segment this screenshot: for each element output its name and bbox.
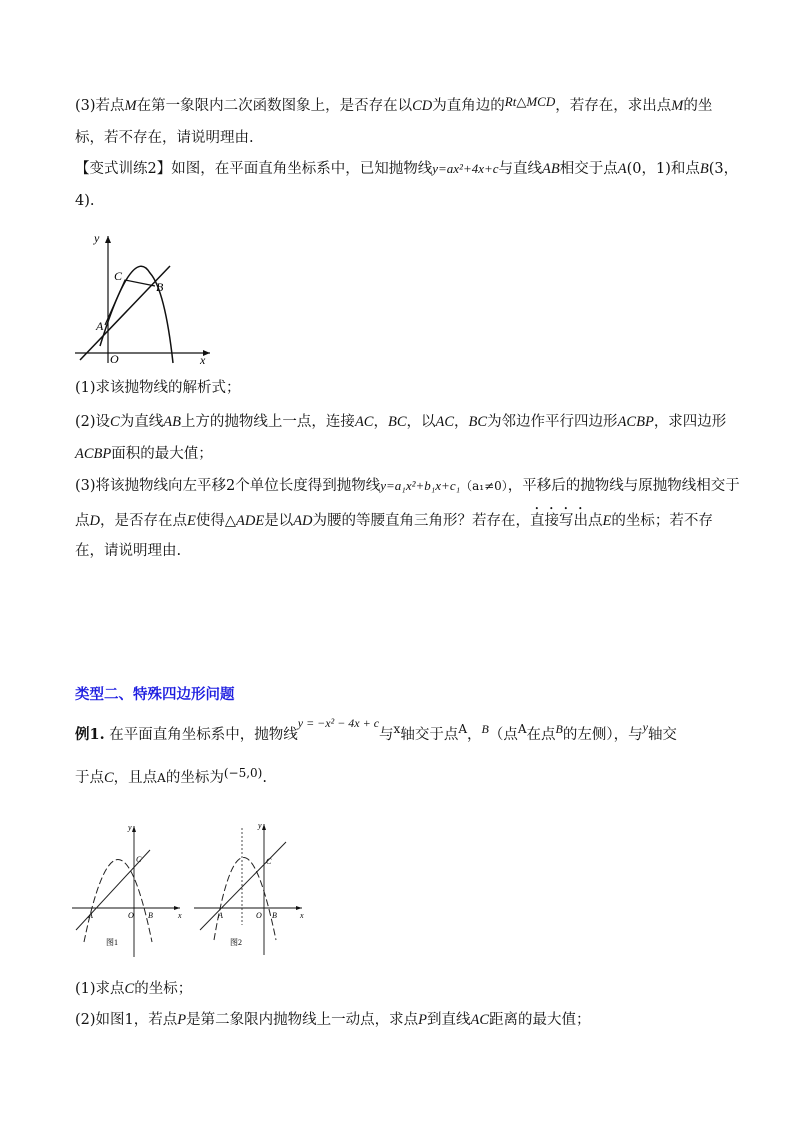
math-var: E <box>602 513 612 529</box>
example1-line2 <box>75 764 735 792</box>
text: 于点 <box>75 770 104 786</box>
text: . <box>262 770 267 786</box>
variant-line2: 4). <box>75 193 95 209</box>
text: ，若存在，求出点 <box>555 98 672 114</box>
y-axis-label: y <box>258 821 262 830</box>
math-var: A <box>458 722 467 736</box>
math-var: AB <box>542 161 560 177</box>
math-var: CD <box>412 98 433 114</box>
math-expr: Rt△MCD <box>504 94 556 109</box>
x-axis-label: x <box>200 353 206 367</box>
emphasized-text: 直接写出 <box>530 513 589 529</box>
y-axis-label: y <box>94 231 100 245</box>
math-var: A <box>517 722 527 736</box>
math-var: BC <box>387 414 407 430</box>
text: （点 <box>488 727 518 743</box>
point-b-label: B <box>272 911 277 920</box>
text: 【变式训练2】如图，在平面直角坐标系中，已知抛物线 <box>75 161 433 177</box>
point-c-label: C <box>136 855 142 864</box>
q3-line1 <box>75 92 735 120</box>
math-var: y <box>642 720 648 734</box>
point-b-label: B <box>156 280 164 294</box>
sub3-line2 <box>75 505 735 535</box>
math-var: A <box>157 771 166 785</box>
text: 在第一象限内二次函数图象上，是否存在以 <box>136 98 413 114</box>
section-heading: 类型二、特殊四边形问题 <box>75 686 235 703</box>
text: (3)将该抛物线向左平移2个单位长度得到抛物线 <box>75 478 381 494</box>
text: ，平移后的抛物线与原抛物线相交于 <box>507 478 740 494</box>
text: 在平面直角坐标系中，抛物线 <box>109 727 298 743</box>
example-label: 例1. <box>75 726 105 743</box>
point-b-label: B <box>148 911 153 920</box>
math-var: C <box>110 414 120 430</box>
text: （a₁≠0） <box>460 479 508 493</box>
math-var: C <box>124 981 135 997</box>
sub2-line2 <box>75 440 735 468</box>
figure-1 <box>68 822 188 966</box>
text: ，以 <box>406 414 436 430</box>
text: (1)求点 <box>75 981 125 997</box>
math-var: B <box>481 722 489 736</box>
math-var: C <box>104 770 114 786</box>
math-var: ADE <box>236 513 265 529</box>
q3-line2: 标，若不存在，请说明理由. <box>75 130 254 146</box>
text: (2)设 <box>75 414 111 430</box>
text: (2)如图1，若点 <box>75 1012 178 1028</box>
sub1: (1)求该抛物线的解析式； <box>75 380 241 396</box>
text: 面积的最大值； <box>111 446 213 462</box>
math-var: D <box>89 513 100 529</box>
point-c-label: C <box>114 269 123 283</box>
text: ，是否存在点 <box>99 513 187 529</box>
text: ，且点 <box>113 770 158 786</box>
text: 距离的最大值； <box>489 1012 591 1028</box>
math-var: BC <box>468 414 488 430</box>
math-var: A <box>617 161 627 177</box>
text: 与 <box>379 727 394 743</box>
text: ， <box>467 727 482 743</box>
point-a-label: A <box>96 319 104 333</box>
math-var: AB <box>163 414 181 430</box>
figure-2 <box>190 820 310 964</box>
math-var: x <box>393 722 401 736</box>
text: (3)若点 <box>75 98 125 114</box>
text: ，求四边形 <box>653 414 727 430</box>
point-c-label: C <box>266 857 272 866</box>
math-var: M <box>671 98 684 114</box>
variant-line1 <box>75 155 739 183</box>
text: 是第二象限内抛物线上一动点，求点 <box>186 1012 419 1028</box>
text: 点 <box>588 513 603 529</box>
x-axis-label: x <box>300 911 304 920</box>
figure-caption: 图1 <box>106 938 118 947</box>
example1-line1 <box>75 716 735 749</box>
math-var: AC <box>354 414 374 430</box>
example-sub2 <box>75 1006 735 1034</box>
sub3-line3: 在，请说明理由. <box>75 543 182 559</box>
math-expr: y=ax²+4x+c <box>432 161 499 176</box>
math-var: AC <box>470 1012 490 1028</box>
point-a-label: A <box>88 911 93 920</box>
math-var: AD <box>293 513 313 529</box>
math-var: P <box>418 1012 427 1028</box>
text: 为直角边的 <box>432 98 505 114</box>
y-axis-label: y <box>128 823 132 832</box>
text: 与直线 <box>498 161 543 177</box>
figure-caption: 图2 <box>230 938 242 947</box>
origin-label: O <box>128 911 134 920</box>
text: 上方的抛物线上一点，连接 <box>180 414 355 430</box>
math-var: P <box>177 1012 187 1028</box>
text: 是以 <box>264 513 294 529</box>
example-sub1 <box>75 975 735 1003</box>
text: 为邻边作平行四边形 <box>487 414 618 430</box>
text: 为腰的等腰直角三角形？若存在， <box>312 513 531 529</box>
figure-parabola-line <box>70 228 220 372</box>
text: (0，1)和点 <box>626 161 700 177</box>
sub2-line1 <box>75 408 735 436</box>
text: ， <box>454 414 469 430</box>
text: 轴交于点 <box>400 727 459 743</box>
text: 的坐 <box>683 98 713 114</box>
math-var: B <box>699 161 709 177</box>
math-var: E <box>186 513 196 529</box>
sub3-line1 <box>75 472 740 500</box>
text: 相交于点 <box>559 161 618 177</box>
text: 的左侧），与 <box>562 727 643 743</box>
point-a-label: A <box>218 911 223 920</box>
math-expr: y = −x² − 4x + c <box>297 716 380 730</box>
text: 的坐标；若不存 <box>611 513 713 529</box>
math-expr: y=a₁x²+b₁x+c₁ <box>380 478 461 493</box>
x-axis-label: x <box>178 911 182 920</box>
math-var: ACBP <box>75 446 112 462</box>
math-var: AC <box>435 414 455 430</box>
math-var: ACBP <box>617 414 654 430</box>
math-var: B <box>555 722 563 736</box>
text: 为直线 <box>119 414 164 430</box>
math-var: M <box>124 98 137 114</box>
text: ， <box>373 414 388 430</box>
text: (3， <box>708 161 739 177</box>
text: 点 <box>75 513 90 529</box>
text: 在点 <box>526 727 556 743</box>
origin-label: O <box>256 911 262 920</box>
text: 轴交 <box>647 727 677 743</box>
text: 的坐标； <box>134 981 193 997</box>
origin-label: O <box>110 352 119 366</box>
text: 到直线 <box>426 1012 471 1028</box>
math-expr: (−5,0) <box>223 766 263 780</box>
text: 的坐标为 <box>165 770 224 786</box>
text: 使得△ <box>195 513 236 529</box>
